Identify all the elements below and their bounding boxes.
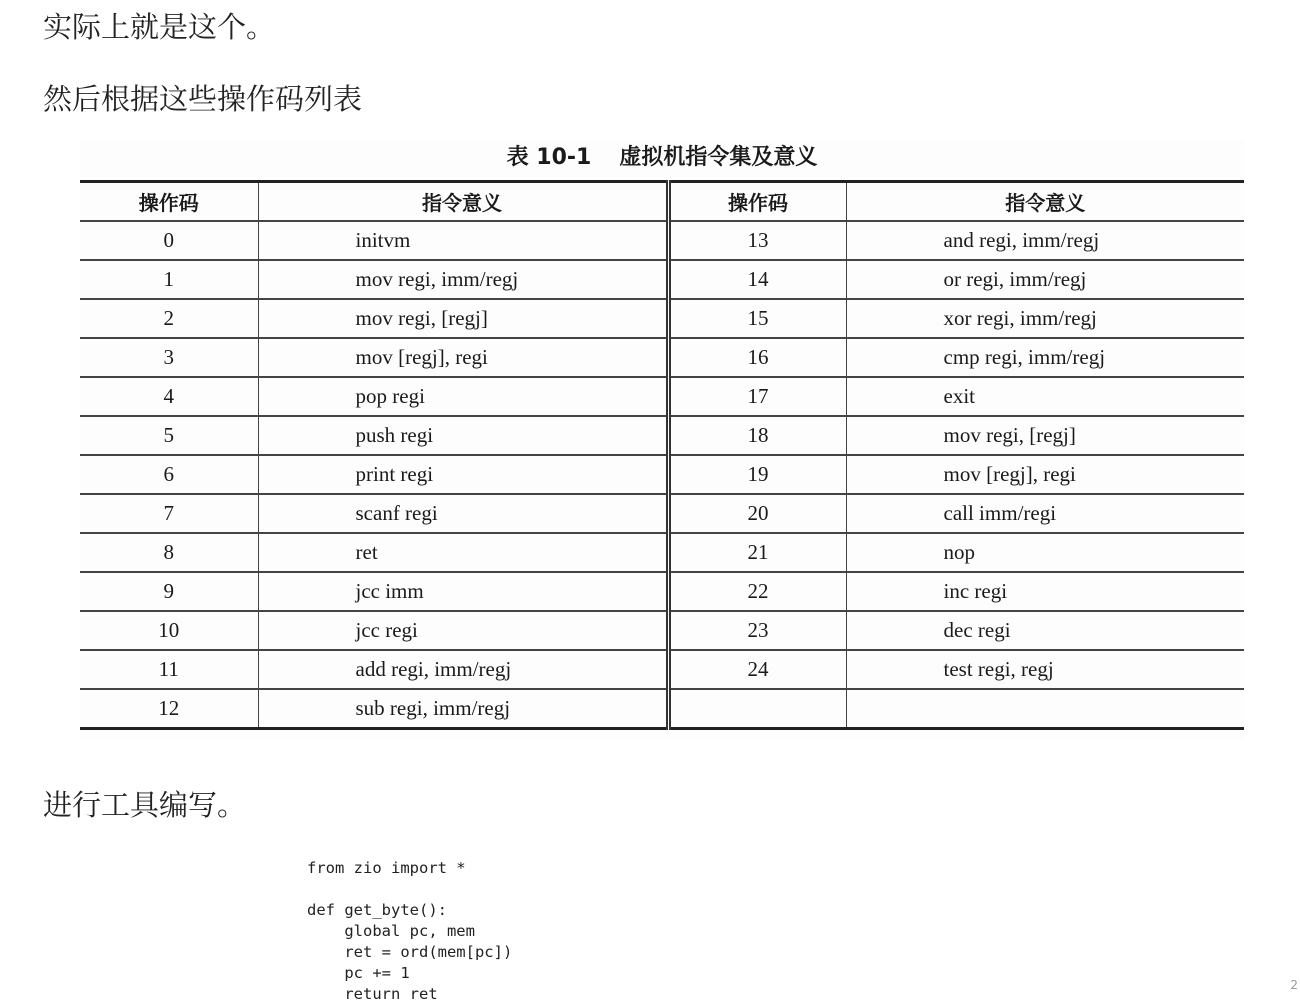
meaning-right-cell: or regi, imm/regj xyxy=(846,260,1244,299)
table-row xyxy=(80,416,1244,455)
meaning-left-cell: pop regi xyxy=(258,377,668,416)
meaning-left-cell: mov regi, [regj] xyxy=(258,299,668,338)
opcode-table xyxy=(80,180,1244,730)
table-header-row xyxy=(80,182,1244,222)
meaning-right-cell: exit xyxy=(846,377,1244,416)
opcode-left-cell: 0 xyxy=(80,221,258,260)
opcode-left-cell: 2 xyxy=(80,299,258,338)
opcode-right-cell: 17 xyxy=(668,377,846,416)
meaning-right-cell: mov [regj], regi xyxy=(846,455,1244,494)
paragraph-tool-writing: 进行工具编写。 xyxy=(43,788,247,822)
opcode-right-cell: 23 xyxy=(668,611,846,650)
meaning-right-cell: mov regi, [regj] xyxy=(846,416,1244,455)
meaning-right-cell: call imm/regi xyxy=(846,494,1244,533)
opcode-left-cell: 9 xyxy=(80,572,258,611)
header-opcode-left: 操作码 xyxy=(80,182,258,222)
code-line: pc += 1 xyxy=(307,964,410,982)
opcode-right-cell: 18 xyxy=(668,416,846,455)
code-line: def get_byte(): xyxy=(307,901,447,919)
opcode-right-cell: 20 xyxy=(668,494,846,533)
meaning-left-cell: add regi, imm/regj xyxy=(258,650,668,689)
header-opcode-right: 操作码 xyxy=(668,182,846,222)
table-caption-number: 表 10-1 xyxy=(506,145,592,170)
meaning-right-cell: cmp regi, imm/regj xyxy=(846,338,1244,377)
code-snippet-image xyxy=(307,858,512,1005)
code-line: return ret xyxy=(307,985,438,1003)
table-row xyxy=(80,572,1244,611)
opcode-right-cell: 19 xyxy=(668,455,846,494)
table-body xyxy=(80,221,1244,729)
table-caption-title: 虚拟机指令集及意义 xyxy=(619,145,818,170)
meaning-left-cell: jcc regi xyxy=(258,611,668,650)
opcode-right-cell: 22 xyxy=(668,572,846,611)
meaning-right-cell: dec regi xyxy=(846,611,1244,650)
table-row xyxy=(80,611,1244,650)
meaning-left-cell: print regi xyxy=(258,455,668,494)
paragraph-intro: 实际上就是这个。 xyxy=(43,10,276,44)
opcode-right-cell: 13 xyxy=(668,221,846,260)
meaning-left-cell: push regi xyxy=(258,416,668,455)
opcode-left-cell: 6 xyxy=(80,455,258,494)
header-meaning-left: 指令意义 xyxy=(258,182,668,222)
meaning-left-cell: initvm xyxy=(258,221,668,260)
opcode-left-cell: 10 xyxy=(80,611,258,650)
page-marker: 2 xyxy=(1290,978,1298,992)
code-line: ret = ord(mem[pc]) xyxy=(307,943,513,961)
opcode-right-cell: 14 xyxy=(668,260,846,299)
meaning-left-cell: mov regi, imm/regj xyxy=(258,260,668,299)
opcode-right-cell: 15 xyxy=(668,299,846,338)
meaning-left-cell: sub regi, imm/regj xyxy=(258,689,668,729)
table-row xyxy=(80,338,1244,377)
opcode-right-cell: 16 xyxy=(668,338,846,377)
opcode-right-cell xyxy=(668,689,846,729)
meaning-right-cell: and regi, imm/regj xyxy=(846,221,1244,260)
opcode-left-cell: 8 xyxy=(80,533,258,572)
paragraph-opcode-list: 然后根据这些操作码列表 xyxy=(43,82,363,116)
table-row xyxy=(80,299,1244,338)
meaning-right-cell: inc regi xyxy=(846,572,1244,611)
meaning-left-cell: jcc imm xyxy=(258,572,668,611)
opcode-left-cell: 4 xyxy=(80,377,258,416)
opcode-left-cell: 1 xyxy=(80,260,258,299)
table-row xyxy=(80,533,1244,572)
opcode-left-cell: 11 xyxy=(80,650,258,689)
table-row xyxy=(80,455,1244,494)
meaning-left-cell: scanf regi xyxy=(258,494,668,533)
header-meaning-right: 指令意义 xyxy=(846,182,1244,222)
meaning-right-cell: test regi, regj xyxy=(846,650,1244,689)
code-line: from zio import * xyxy=(307,859,466,877)
opcode-left-cell: 3 xyxy=(80,338,258,377)
opcode-right-cell: 21 xyxy=(668,533,846,572)
meaning-right-cell: xor regi, imm/regj xyxy=(846,299,1244,338)
meaning-left-cell: ret xyxy=(258,533,668,572)
opcode-left-cell: 5 xyxy=(80,416,258,455)
table-row xyxy=(80,494,1244,533)
meaning-right-cell xyxy=(846,689,1244,729)
table-row xyxy=(80,377,1244,416)
opcode-left-cell: 7 xyxy=(80,494,258,533)
meaning-left-cell: mov [regj], regi xyxy=(258,338,668,377)
table-caption xyxy=(80,141,1244,175)
table-row xyxy=(80,260,1244,299)
opcode-left-cell: 12 xyxy=(80,689,258,729)
table-row xyxy=(80,221,1244,260)
meaning-right-cell: nop xyxy=(846,533,1244,572)
opcode-right-cell: 24 xyxy=(668,650,846,689)
code-line: global pc, mem xyxy=(307,922,475,940)
table-row xyxy=(80,689,1244,729)
table-row xyxy=(80,650,1244,689)
